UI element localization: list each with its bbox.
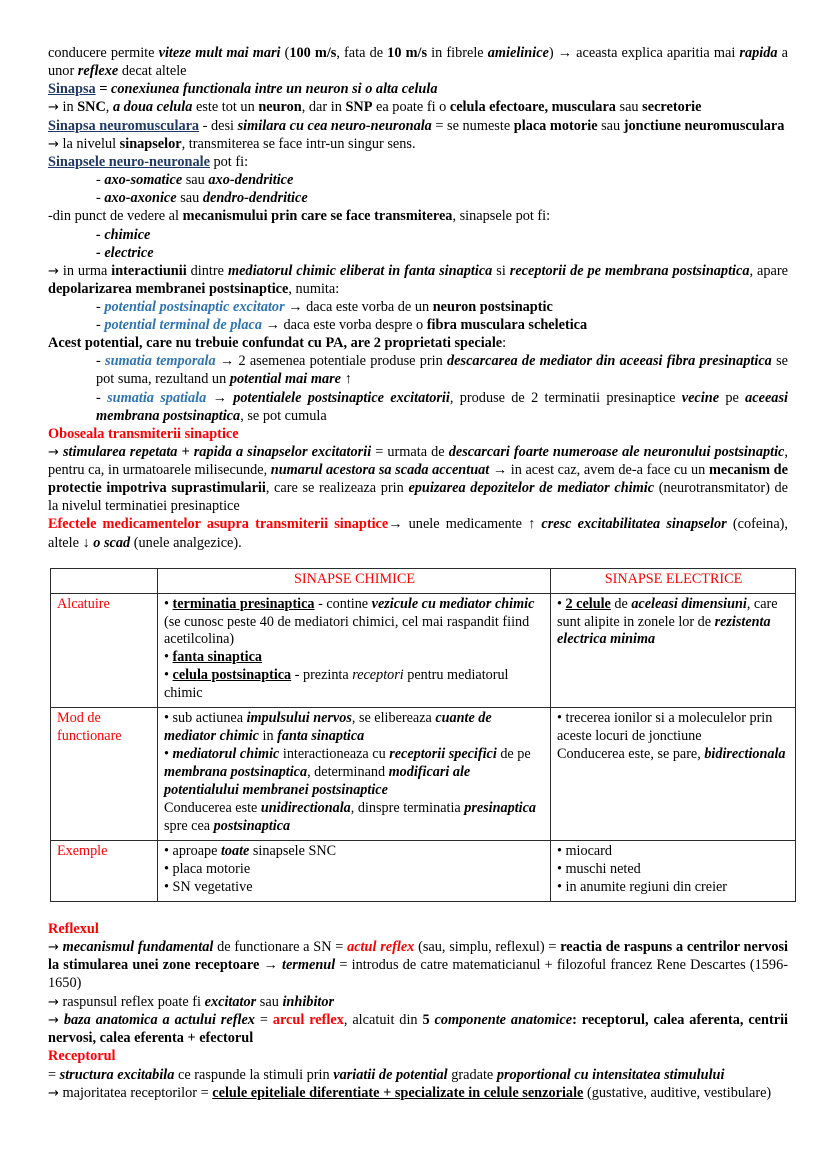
text-emphasis: presinaptica [464, 800, 536, 817]
text-emphasis: proportional cu intensitatea stimulului [496, 1066, 725, 1083]
text-emphasis: variatii de potential [333, 1066, 448, 1083]
text-emphasis: amielinice [487, 45, 549, 61]
term-sumatia-spatiala: sumatia spatiala [107, 389, 207, 406]
text-run: → daca este vorba de un [284, 299, 433, 316]
text-run: (cofeina), altele ↓ [48, 516, 788, 551]
text-run: (gustative, auditive, vestibulare) [583, 1084, 772, 1101]
dash-marker: - [96, 389, 108, 406]
text-run: raspunsul reflex poate fi [58, 993, 205, 1010]
text-run: si [492, 262, 510, 279]
text-bold: 5 [422, 1011, 430, 1028]
text-bold: interactiunii [111, 262, 187, 279]
comparison-table [50, 568, 796, 902]
list-item-ppse [48, 298, 788, 316]
text-run: sau [256, 993, 283, 1010]
text-run: sub actiunea [172, 710, 247, 727]
table-row [51, 840, 796, 901]
text-run: decat altele [118, 63, 187, 80]
text-run: → [206, 389, 234, 406]
text-run: (neurotransmitator) de la nivelul terminatiei presinaptice [48, 480, 788, 515]
text-emphasis: rezistenta electrica minima [557, 613, 771, 648]
text-run: gradate [447, 1066, 497, 1083]
paragraph-efecte-medicamente [48, 515, 788, 551]
text-bold: SNC [77, 99, 106, 116]
text-emphasis: mediatorul chimic eliberat in fanta sinaptica [227, 262, 493, 279]
paragraph-sens [48, 135, 788, 153]
text-emphasis: - chimice [96, 226, 151, 243]
bullet-icon: • [557, 842, 566, 859]
text-emphasis: mecanismul fundamental [62, 938, 214, 955]
text-run: este tot un [192, 99, 259, 116]
row-label-alcatuire: Alcatuire [51, 593, 158, 708]
text-run: majoritatea receptorilor = [58, 1084, 213, 1101]
dash-marker: - [96, 353, 105, 370]
text-run: (unele analgezice). [130, 534, 242, 551]
section-reflexul [48, 920, 788, 1102]
text-run: , sinapsele pot fi: [452, 208, 551, 225]
text-bold: neuron [258, 99, 302, 116]
text-run: = urmata de [371, 443, 449, 460]
text-emphasis: fanta sinaptica [277, 728, 365, 745]
paragraph-interactiune [48, 262, 788, 299]
text-run: spre cea [164, 818, 214, 835]
text-run: → in acest caz, avem de-a face cu un [489, 462, 709, 479]
cell-alcatuire-chimice [158, 593, 551, 708]
text-run: , se pot cumula [240, 407, 327, 424]
text-run: , pentru ca, in urmatoarele milisecunde, [48, 443, 788, 479]
text-bold: Acest potential, care nu trebuie confundat cu PA, are 2 proprietati speciale [48, 335, 503, 352]
text-run: de functionare a SN = [213, 938, 348, 955]
term-underlined: 2 celule [565, 595, 611, 612]
text-run: - desi [199, 117, 238, 134]
cell-functionare-chimice [158, 708, 551, 841]
text-bold: SNP [345, 99, 373, 116]
bullet-icon: • [557, 595, 566, 612]
text-emphasis: unidirectionala [260, 800, 351, 817]
bullet-icon: • [557, 710, 566, 727]
text-emphasis: axo-axonice [104, 190, 177, 207]
text-run: = introdus de catre matematicianul + filozoful francez Rene Descartes (1596-1650) [48, 957, 788, 992]
text-emphasis: modificari ale potentialului membranei postsinaptice [164, 764, 471, 799]
text-emphasis: structura excitabila [59, 1066, 175, 1083]
bullet-item [557, 843, 790, 861]
table-header-row [51, 568, 796, 593]
bullet-item [164, 667, 545, 703]
text-run: → 2 asemenea potentiale produse prin [215, 353, 448, 370]
text-emphasis: axo-somatice [104, 172, 183, 189]
text-run: , numita: [288, 281, 340, 298]
text-run: sinapsele SNC [249, 842, 337, 859]
heading-text: Reflexul [48, 920, 99, 937]
text-run: , produse de 2 terminatii presinaptice [449, 389, 682, 406]
text-run: , care sunt alipite in zonele lor de [557, 595, 778, 630]
term-arcul-reflex: arcul reflex [272, 1011, 344, 1028]
text-run: pentru mediatorul chimic [164, 667, 509, 702]
text-run: in urma [58, 262, 112, 279]
text-run: dintre [186, 262, 228, 279]
text-run: se pot suma, rezultand un [96, 353, 788, 388]
text-emphasis: inhibitor [282, 993, 335, 1010]
text-bold: 10 m/s [387, 45, 428, 61]
text-run: Conducerea este [164, 800, 261, 817]
text-emphasis: descarcarea de mediator din aceeasi fibra presinaptica [447, 353, 772, 370]
list-item-chimice [48, 226, 788, 244]
arrow-right-icon: → [259, 957, 282, 974]
text-run: (se cunosc peste 40 de mediatori chimici, cel mai raspandit fiind acetilcolina) [164, 613, 530, 648]
text-run: → unele medicamente ↑ [388, 516, 542, 533]
arrow-right-icon: → [48, 444, 59, 460]
bullet-item [557, 879, 790, 897]
bullet-icon: • [164, 667, 173, 684]
heading-efecte-medicamentelor: Efectele medicamentelor asupra transmiterii sinaptice [48, 516, 389, 533]
heading-text: Receptorul [48, 1048, 116, 1065]
text-run: , fata de [336, 45, 388, 61]
arrow-right-icon: → [48, 136, 59, 152]
text-run: = [254, 1011, 273, 1028]
row-label-exemple: Exemple [51, 840, 158, 901]
text-emphasis: cresc excitabilitatea sinapselor [541, 516, 727, 533]
bullet-item [557, 596, 790, 650]
paragraph-arcul-reflex [48, 1011, 788, 1048]
paragraph-mecanism-fundamental [48, 938, 788, 993]
heading-sinapsele-neuro-neuronale: Sinapsele neuro-neuronale [48, 154, 210, 171]
text-run: , dar in [301, 99, 346, 116]
heading-text: Oboseala transmiterii sinaptice [48, 425, 239, 442]
bullet-item [557, 861, 790, 879]
heading-sinapsa: Sinapsa [48, 81, 96, 98]
arrow-right-icon: → [48, 994, 59, 1010]
text-bold: placa motorie [513, 117, 598, 134]
text-run: de [610, 595, 632, 612]
spacer [48, 902, 788, 920]
arrow-right-icon: → [48, 1085, 59, 1101]
text-run: Conducerea este, se pare, [557, 746, 705, 763]
bullet-item [557, 746, 790, 764]
text-run: ce raspunde la stimuli prin [174, 1066, 334, 1083]
text-run: miocard [565, 842, 612, 859]
dash-marker: - [96, 299, 105, 316]
text-run: , determinand [307, 764, 389, 781]
text-bold: : receptorul, calea aferenta, centrii nervosi, calea eferenta + efectorul [48, 1011, 789, 1047]
text-emphasis: - electrice [96, 244, 154, 261]
text-run: aproape [172, 842, 221, 859]
text-run: = se numeste [431, 117, 514, 134]
table-header-sinapse-electrice: SINAPSE ELECTRICE [551, 568, 796, 593]
cell-functionare-electrice [551, 708, 796, 841]
paragraph-acest-potential [48, 334, 788, 352]
term-sumatia-temporala: sumatia temporala [105, 353, 216, 370]
text-bold: mecanismului prin care se face transmiterea [182, 208, 453, 225]
text-emphasis: mediatorul chimic [172, 746, 280, 763]
text-emphasis: excitator [204, 993, 257, 1010]
bullet-item [164, 710, 545, 746]
text-emphasis: termenul [281, 957, 336, 974]
text-run: sau [615, 99, 643, 116]
text-run: → daca este vorba despre o [262, 317, 427, 334]
table-header-sinapse-chimice: SINAPSE CHIMICE [158, 568, 551, 593]
bullet-item [164, 879, 545, 897]
list-item-electrice [48, 244, 788, 262]
list-item-sumatia-temporala [48, 352, 788, 388]
text-emphasis: aceleasi dimensiuni [631, 595, 747, 612]
section-sinapsa [48, 44, 788, 552]
text-emphasis: receptorii specifici [389, 746, 497, 763]
text-run: sau [176, 190, 203, 207]
text-run: interactioneaza cu [279, 746, 390, 763]
paragraph-structura-excitabila [48, 1066, 788, 1084]
list-item-ptp [48, 316, 788, 334]
text-run: in anumite regiuni din creier [565, 878, 728, 895]
text-bold: reactia de raspuns a centrilor nervosi la stimularea unei zone receptoare [48, 938, 788, 974]
term-actul-reflex: actul reflex [347, 938, 415, 955]
bullet-icon: • [164, 649, 173, 666]
text-emphasis: membrana postsinaptica [164, 764, 308, 781]
bullet-icon: • [164, 842, 173, 859]
paragraph-raspuns-reflex [48, 993, 788, 1011]
text-run: - contine [314, 595, 372, 612]
text-run: , dinspre terminatia [350, 800, 465, 817]
bullet-icon: • [164, 878, 173, 895]
text-bold: mecanism de protectie impotriva suprastimularii [48, 462, 788, 497]
text-run: in [258, 728, 278, 745]
text-run: placa motorie [172, 860, 251, 877]
text-bold: sinapselor [119, 135, 182, 152]
bullet-item [557, 710, 790, 746]
text-emphasis: cuante de mediator chimic [164, 710, 492, 745]
cell-exemple-chimice [158, 840, 551, 901]
bullet-item [164, 649, 545, 667]
dash-marker: - [96, 172, 105, 189]
text-emphasis: rapida [739, 45, 778, 61]
text-bold: neuron postsinaptic [432, 299, 553, 316]
text-run: , apare [749, 262, 788, 279]
paragraph-mecanism [48, 207, 788, 225]
text-run: , alcatuit din [343, 1011, 423, 1028]
text-emphasis: vecine [681, 389, 720, 406]
bullet-item [164, 596, 545, 650]
heading-receptorul [48, 1047, 788, 1065]
paragraph-snc [48, 98, 788, 116]
text-emphasis: postsinaptica [213, 818, 291, 835]
text-emphasis: o scad [93, 534, 131, 551]
text-run: pot fi: [209, 154, 249, 171]
arrow-right-icon: → [48, 1012, 59, 1028]
dash-marker: - [96, 317, 105, 334]
term-underlined: terminatia presinaptica [172, 595, 315, 612]
list-item-axo-axonice [48, 189, 788, 207]
text-emphasis: receptorii de pe membrana postsinaptica [509, 262, 750, 279]
text-emphasis: aceeasi membrana postsinaptica [96, 389, 788, 424]
text-run: pe [719, 389, 746, 406]
bullet-icon: • [164, 746, 173, 763]
dash-marker: - [96, 190, 105, 207]
text-emphasis: axo-dendritice [208, 172, 294, 189]
text-bold: jonctiune neuromusculara [623, 117, 785, 134]
arrow-right-icon: → [48, 939, 59, 955]
text-emphasis: stimularea repetata + rapida a sinapselor excitatorii [62, 443, 372, 460]
text-emphasis: numarul acestora sa scada accentuat [270, 462, 490, 479]
arrow-up-icon: ↑ [341, 371, 352, 388]
text-bold: depolarizarea membranei postsinaptice [48, 281, 289, 298]
text-run: , care se realizeaza prin [265, 480, 409, 497]
text-emphasis: toate [220, 842, 250, 859]
text-emphasis: epuizarea depozitelor de mediator chimic [408, 480, 655, 497]
bullet-item [164, 843, 545, 861]
table-row [51, 708, 796, 841]
text-run: = [48, 1066, 60, 1083]
text-run: ea poate fi o [372, 99, 450, 116]
heading-oboseala [48, 425, 788, 443]
table-header-empty [51, 568, 158, 593]
text-run: - prezinta [291, 667, 353, 684]
text-run: SN vegetative [172, 878, 253, 895]
bullet-icon: • [164, 860, 173, 877]
text-run: ( [280, 45, 290, 61]
bullet-icon: • [557, 878, 566, 895]
text-bold: 100 m/s [289, 45, 337, 61]
heading-reflexul [48, 920, 788, 938]
text-run: , transmiterea se face intr-un singur sens. [181, 135, 416, 152]
text-bold: celula efectoare, musculara [449, 99, 616, 116]
paragraph-oboseala [48, 443, 788, 516]
arrow-right-icon: → [48, 100, 59, 116]
text-emphasis: bidirectionala [704, 746, 786, 763]
heading-sinapsa-neuromusculara: Sinapsa neuromusculara [48, 117, 200, 134]
term-potential-terminal-de-placa: potential terminal de placa [104, 317, 263, 334]
text-run: trecerea ionilor si a moleculelor prin aceste locuri de jonctiune [557, 710, 773, 745]
text-run: la nivelul [58, 135, 120, 152]
text-emphasis: potential mai mare [229, 371, 342, 388]
paragraph-conducere [48, 44, 788, 80]
text-emphasis: descarcari foarte numeroase ale neuronului postsinaptic [448, 443, 785, 460]
list-item-axo-somatice [48, 171, 788, 189]
term-underlined: fanta sinaptica [172, 649, 262, 666]
text-emphasis: impulsului nervos [246, 710, 352, 727]
table-row [51, 593, 796, 708]
text-emphasis: potentialele postsinaptice excitatorii [233, 389, 450, 406]
text-italic: receptori [352, 667, 404, 684]
text-run: muschi neted [565, 860, 641, 877]
cell-alcatuire-electrice [551, 593, 796, 708]
row-label-mod-de-functionare: Mod de functionare [51, 708, 158, 841]
cell-exemple-electrice [551, 840, 796, 901]
term-underlined: celule epiteliale diferentiate + specializate in celule senzoriale [212, 1084, 584, 1101]
text-emphasis: viteze mult mai mari [158, 45, 281, 61]
text-emphasis: dendro-dendritice [202, 190, 308, 207]
paragraph-nmj [48, 117, 788, 135]
text-run: , [105, 99, 113, 116]
text-run: conducere permite [48, 45, 159, 61]
bullet-icon: • [164, 710, 173, 727]
text-run: de pe [496, 746, 531, 763]
text-run: (sau, simplu, reflexul) = [414, 938, 561, 955]
text-run: in [58, 99, 78, 116]
text-emphasis: similara cu cea neuro-neuronala [237, 117, 432, 134]
term-underlined: celula postsinaptica [172, 667, 292, 684]
bullet-item [164, 800, 545, 836]
text-run: a unor [48, 45, 788, 80]
text-emphasis: reflexe [77, 63, 119, 80]
text-emphasis: baza anatomica a actului reflex [63, 1011, 255, 1028]
text-bold: fibra musculara scheletica [426, 317, 588, 334]
arrow-right-icon: → [48, 263, 59, 279]
bullet-item [164, 861, 545, 879]
list-item-sumatia-spatiala [48, 389, 788, 425]
text-run: in fibrele [427, 45, 488, 61]
text-run: sau [597, 117, 624, 134]
text-run: -din punct de vedere al [48, 208, 183, 225]
paragraph-sinapsa-def [48, 80, 788, 98]
text-emphasis: a doua celula [112, 99, 193, 116]
paragraph-neuro-neuronale [48, 153, 788, 171]
text-run: , se elibereaza [351, 710, 436, 727]
bullet-item [164, 746, 545, 800]
bullet-icon: • [557, 860, 566, 877]
term-potential-postsinaptic-excitator: potential postsinaptic excitator [104, 299, 285, 316]
text-run: : [502, 335, 507, 352]
text-emphasis: = conexiunea functionala intre un neuron si o alta celula [95, 81, 438, 98]
text-emphasis: vezicule cu mediator chimic [371, 595, 535, 612]
text-emphasis: componente anatomice [434, 1011, 573, 1028]
text-run: ) → aceasta explica aparitia mai [548, 45, 740, 61]
text-run: sau [182, 172, 209, 189]
text-bold: secretorie [642, 99, 702, 116]
bullet-icon: • [164, 595, 173, 612]
paragraph-majoritatea-receptorilor [48, 1084, 788, 1102]
